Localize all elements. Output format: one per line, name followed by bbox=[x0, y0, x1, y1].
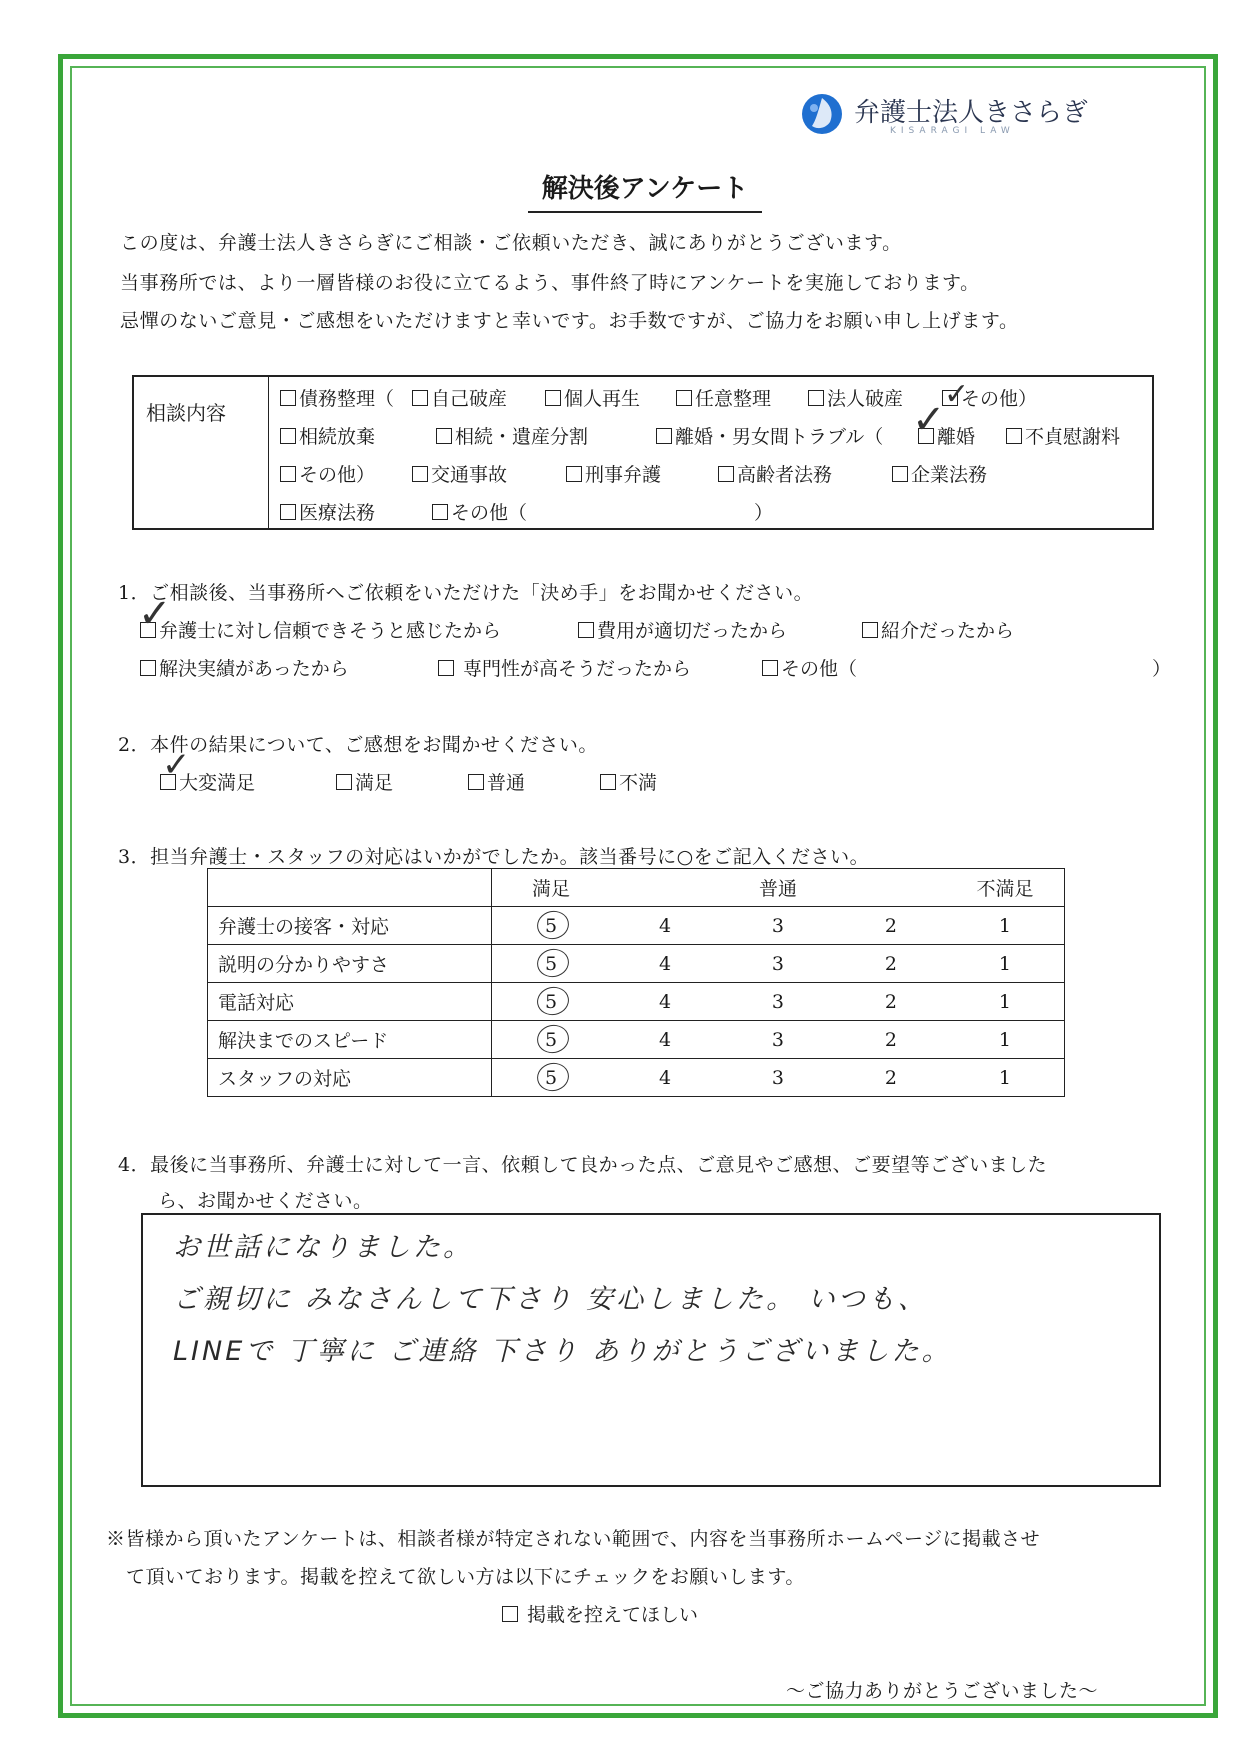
rating-value[interactable]: 3 bbox=[720, 945, 836, 983]
table-row bbox=[208, 907, 1065, 945]
rating-value[interactable]: 2 bbox=[836, 945, 946, 983]
q2-option-satisfied[interactable]: 満足 bbox=[336, 768, 393, 795]
rating-value[interactable]: 3 bbox=[720, 907, 836, 945]
checkmark-icon: ✓ bbox=[912, 397, 946, 443]
checkbox[interactable] bbox=[1006, 428, 1022, 444]
q1-option-fee[interactable]: 費用が適切だったから bbox=[578, 616, 787, 643]
rating-value-circled[interactable]: 5 bbox=[544, 914, 558, 937]
consult-option-divorce-trouble[interactable]: 離婚・男女間トラブル（ bbox=[656, 422, 883, 449]
publication-note-line-1: ※皆様から頂いたアンケートは、相談者様が特定されない範囲で、内容を当事務所ホームページに掲載させ bbox=[106, 1528, 1041, 1550]
q1-option-expertise[interactable]: 専門性が高そうだったから bbox=[438, 654, 691, 681]
rating-value[interactable]: 1 bbox=[946, 1059, 1065, 1097]
consult-option-traffic[interactable]: 交通事故 bbox=[412, 460, 507, 487]
rating-value[interactable]: 4 bbox=[610, 945, 720, 983]
q1-option-referral[interactable]: 紹介だったから bbox=[862, 616, 1014, 643]
rating-header-neutral: 普通 bbox=[720, 869, 836, 907]
checkbox[interactable] bbox=[280, 504, 296, 520]
checkmark-icon: ✓ bbox=[138, 591, 172, 637]
checkbox[interactable] bbox=[808, 390, 824, 406]
consult-option-corporate[interactable]: 企業法務 bbox=[892, 460, 987, 487]
q1-option-trust[interactable]: 弁護士に対し信頼できそうと感じたから bbox=[140, 616, 501, 643]
checkbox[interactable] bbox=[280, 390, 296, 406]
table-row bbox=[208, 983, 1065, 1021]
consult-option-debt[interactable]: 債務整理（ bbox=[280, 384, 394, 411]
q1-other-close-paren: ） bbox=[1152, 658, 1172, 680]
firm-logo-icon bbox=[800, 92, 844, 136]
q4-text-line-2: ら、お聞かせください。 bbox=[158, 1190, 373, 1212]
consult-option-medical[interactable]: 医療法務 bbox=[280, 498, 375, 525]
checkbox[interactable] bbox=[336, 774, 352, 790]
checkbox[interactable] bbox=[280, 428, 296, 444]
optout-checkbox-option[interactable]: 掲載を控えてほしい bbox=[502, 1600, 698, 1627]
checkbox[interactable] bbox=[676, 390, 692, 406]
consult-option-infidelity[interactable]: 不貞慰謝料 bbox=[1006, 422, 1120, 449]
firm-logo bbox=[800, 88, 1100, 144]
comment-box[interactable] bbox=[141, 1213, 1161, 1487]
rating-value[interactable]: 1 bbox=[946, 983, 1065, 1021]
thanks-text: ～ご協力ありがとうございました～ bbox=[786, 1680, 1099, 1702]
q1-text: 1．ご相談後、当事務所へご依頼をいただけた「決め手」をお聞かせください。 bbox=[118, 582, 814, 604]
consult-option-inheritance-renounce[interactable]: 相続放棄 bbox=[280, 422, 375, 449]
checkbox[interactable] bbox=[762, 660, 778, 676]
rating-value-circled[interactable]: 5 bbox=[544, 990, 558, 1013]
rating-value[interactable]: 2 bbox=[836, 1021, 946, 1059]
rating-header-satisfied: 満足 bbox=[491, 869, 610, 907]
consult-option-debt-other[interactable]: その他） bbox=[942, 384, 1037, 411]
consult-label-cell bbox=[132, 375, 269, 530]
rating-row-label: スタッフの対応 bbox=[208, 1059, 492, 1097]
rating-table-header bbox=[208, 869, 1065, 907]
checkbox[interactable] bbox=[578, 622, 594, 638]
rating-row-label: 解決までのスピード bbox=[208, 1021, 492, 1059]
rating-row-label: 説明の分かりやすさ bbox=[208, 945, 492, 983]
consult-option-voluntary[interactable]: 任意整理 bbox=[676, 384, 771, 411]
q1-option-track-record[interactable]: 解決実績があったから bbox=[140, 654, 349, 681]
table-row bbox=[208, 1059, 1065, 1097]
rating-value[interactable]: 4 bbox=[610, 907, 720, 945]
q4-text-line-1: 4．最後に当事務所、弁護士に対して一言、依頼して良かった点、ご意見やご感想、ご要望等ございました bbox=[118, 1154, 1048, 1176]
rating-value[interactable]: 2 bbox=[836, 983, 946, 1021]
checkbox[interactable] bbox=[438, 660, 454, 676]
rating-value[interactable]: 2 bbox=[836, 1059, 946, 1097]
q2-text: 2．本件の結果について、ご感想をお聞かせください。 bbox=[118, 734, 598, 756]
consult-option-bankruptcy[interactable]: 自己破産 bbox=[412, 384, 507, 411]
consult-label: 相談内容 bbox=[146, 401, 226, 425]
publication-note-line-2: て頂いております。掲載を控えて欲しい方は以下にチェックをお願いします。 bbox=[126, 1566, 805, 1588]
checkbox[interactable] bbox=[892, 466, 908, 482]
checkbox[interactable] bbox=[412, 390, 428, 406]
q3-text: 3．担当弁護士・スタッフの対応はいかがでしたか。該当番号に○をご記入ください。 bbox=[118, 846, 870, 868]
rating-value-circled[interactable]: 5 bbox=[544, 952, 558, 975]
comment-answer-line-2: ご親切に みなさんして下さり 安心しました。 いつも、 bbox=[173, 1284, 928, 1315]
consult-option-corporate-bankruptcy[interactable]: 法人破産 bbox=[808, 384, 903, 411]
checkbox[interactable] bbox=[862, 622, 878, 638]
rating-value[interactable]: 4 bbox=[610, 983, 720, 1021]
checkbox[interactable] bbox=[468, 774, 484, 790]
checkbox[interactable] bbox=[412, 466, 428, 482]
checkbox[interactable] bbox=[280, 466, 296, 482]
checkbox[interactable] bbox=[432, 504, 448, 520]
rating-row-label: 弁護士の接客・対応 bbox=[208, 907, 492, 945]
consult-option-other[interactable]: その他（ bbox=[432, 498, 527, 525]
table-row bbox=[208, 945, 1065, 983]
consult-option-inheritance-division[interactable]: 相続・遺産分割 bbox=[436, 422, 588, 449]
intro-line-3: 忌憚のないご意見・ご感想をいただけますと幸いです。お手数ですが、ご協力をお願い申し上げます。 bbox=[120, 310, 1019, 332]
rating-value[interactable]: 1 bbox=[946, 1021, 1065, 1059]
rating-table bbox=[207, 868, 1065, 1097]
q2-option-dissatisfied[interactable]: 不満 bbox=[600, 768, 657, 795]
checkbox[interactable] bbox=[566, 466, 582, 482]
rating-value[interactable]: 1 bbox=[946, 907, 1065, 945]
survey-title: 解決後アンケート bbox=[528, 168, 762, 213]
rating-value[interactable]: 4 bbox=[610, 1059, 720, 1097]
checkbox[interactable] bbox=[545, 390, 561, 406]
comment-answer-line-3: LINEで 丁寧に ご連絡 下さり ありがとうございました。 bbox=[173, 1336, 952, 1367]
rating-value[interactable]: 3 bbox=[720, 1059, 836, 1097]
rating-header-dissatisfied: 不満足 bbox=[946, 869, 1065, 907]
checkbox[interactable] bbox=[718, 466, 734, 482]
rating-value-circled[interactable]: 5 bbox=[544, 1066, 558, 1089]
q2-option-very-satisfied[interactable]: 大変満足 bbox=[160, 768, 255, 795]
q2-option-neutral[interactable]: 普通 bbox=[468, 768, 525, 795]
consult-option-rehabilitation[interactable]: 個人再生 bbox=[545, 384, 640, 411]
comment-answer-line-1: お世話になりました。 bbox=[173, 1232, 473, 1263]
rating-value[interactable]: 2 bbox=[836, 907, 946, 945]
consult-option-divorce[interactable]: 離婚 bbox=[918, 422, 975, 449]
rating-value-circled[interactable]: 5 bbox=[544, 1028, 558, 1051]
consult-option-divorce-other[interactable]: その他） bbox=[280, 460, 375, 487]
rating-value[interactable]: 1 bbox=[946, 945, 1065, 983]
firm-logo-subtitle: KISARAGI LAW bbox=[890, 126, 1015, 136]
rating-header-empty bbox=[208, 869, 492, 907]
checkbox[interactable] bbox=[436, 428, 452, 444]
firm-logo-name: 弁護士法人きさらぎ bbox=[854, 98, 1089, 128]
checkbox[interactable] bbox=[600, 774, 616, 790]
intro-line-2: 当事務所では、より一層皆様のお役に立てるよう、事件終了時にアンケートを実施しております。 bbox=[120, 272, 980, 294]
consult-option-criminal[interactable]: 刑事弁護 bbox=[566, 460, 661, 487]
checkmark-icon: ✓ bbox=[162, 745, 191, 785]
checkmark-icon: ✓ bbox=[944, 377, 970, 412]
q1-option-other[interactable]: その他（ bbox=[762, 654, 857, 681]
rating-row-label: 電話対応 bbox=[208, 983, 492, 1021]
rating-value[interactable]: 3 bbox=[720, 1021, 836, 1059]
consult-option-elderly[interactable]: 高齢者法務 bbox=[718, 460, 832, 487]
checkbox[interactable] bbox=[656, 428, 672, 444]
checkbox[interactable] bbox=[502, 1606, 518, 1622]
table-row bbox=[208, 1021, 1065, 1059]
rating-value[interactable]: 4 bbox=[610, 1021, 720, 1059]
rating-value[interactable]: 3 bbox=[720, 983, 836, 1021]
checkbox[interactable] bbox=[140, 660, 156, 676]
intro-line-1: この度は、弁護士法人きさらぎにご相談・ご依頼いただき、誠にありがとうございます。 bbox=[120, 232, 902, 254]
consult-other-close-paren: ） bbox=[754, 502, 774, 524]
